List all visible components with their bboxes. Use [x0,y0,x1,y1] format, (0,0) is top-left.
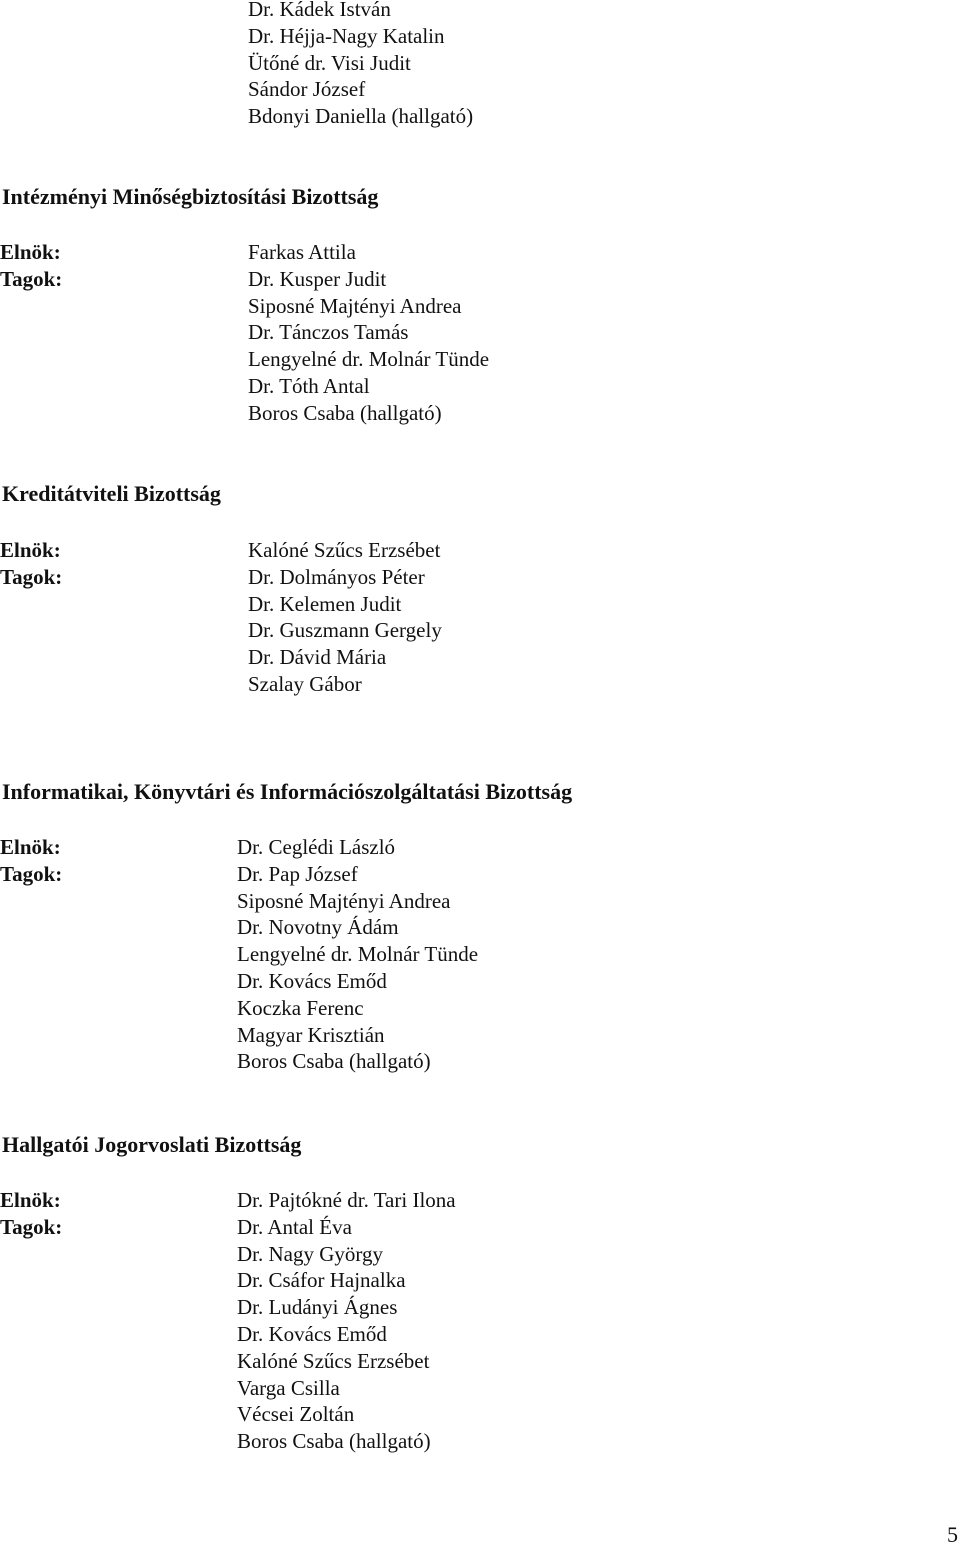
list-item: Boros Csaba (hallgató) [237,1049,431,1074]
chair-label: Elnök: [0,835,61,859]
list-item: Magyar Krisztián [237,1022,385,1047]
list-item: Dr. Pajtókné dr. Tari Ilona [237,1188,456,1212]
members-label: Tagok: [0,862,63,886]
chair-label: Elnök: [0,538,61,562]
members-label: Tagok: [0,267,63,291]
list-item: Sándor József [248,77,366,102]
committee-member-list [237,834,478,1075]
list-item: Lengyelné dr. Molnár Tünde [248,347,490,372]
list-item: Siposné Majtényi Andrea [237,888,451,913]
list-item: Dr. Pap József [237,861,358,886]
committee-member-list [248,239,489,427]
list-item: Bdonyi Daniella (hallgató) [248,104,474,129]
list-item: Dr. Ludányi Ágnes [237,1295,398,1320]
list-item: Farkas Attila [248,240,356,264]
list-item: Dr. Novotny Ádám [237,915,399,940]
list-item: Kalóné Szűcs Erzsébet [237,1348,430,1373]
committee-title: Hallgatói Jogorvoslati Bizottság [2,1132,302,1157]
committee-title: Intézményi Minőségbiztosítási Bizottság [2,184,379,209]
list-item: Dr. Kovács Emőd [237,1321,387,1346]
page-number: 5 [947,1522,958,1547]
list-item: Dr. Nagy György [237,1241,384,1266]
committee-title: Kreditátviteli Bizottság [2,481,221,506]
list-item: Boros Csaba (hallgató) [237,1429,431,1454]
list-item: Dr. Ceglédi László [237,835,396,859]
list-item: Dr. Dávid Mária [248,645,387,670]
list-item: Dr. Antal Éva [237,1214,352,1239]
list-item: Kalóné Szűcs Erzsébet [248,538,441,562]
chair-label: Elnök: [0,240,61,264]
list-item: Dr. Héjja-Nagy Katalin [248,23,445,48]
members-label: Tagok: [0,565,63,589]
list-item: Dr. Kelemen Judit [248,591,402,616]
list-item: Boros Csaba (hallgató) [248,400,442,425]
committee-member-list [237,1187,456,1455]
committee-title: Informatikai, Könyvtári és Információszolgáltatási Bizottság [2,779,573,804]
list-item: Dr. Kádek István [248,0,391,21]
list-item: Ütőné dr. Visi Judit [248,50,411,75]
list-item: Dr. Guszmann Gergely [248,618,442,643]
list-item: Dr. Tóth Antal [248,373,370,398]
list-item: Dr. Kusper Judit [248,266,387,291]
members-label: Tagok: [0,1215,63,1239]
list-item: Lengyelné dr. Molnár Tünde [237,942,479,967]
list-item: Dr. Kovács Emőd [237,968,387,993]
list-item: Varga Csilla [237,1375,340,1400]
list-item: Siposné Majtényi Andrea [248,293,462,318]
list-item: Koczka Ferenc [237,995,364,1020]
list-item: Dr. Csáfor Hajnalka [237,1268,406,1293]
list-item: Vécsei Zoltán [237,1402,355,1427]
list-item: Dr. Tánczos Tamás [248,320,409,345]
list-item: Dr. Dolmányos Péter [248,564,425,589]
chair-label: Elnök: [0,1188,61,1212]
top-member-list [248,0,473,130]
list-item: Szalay Gábor [248,671,362,696]
committee-member-list [248,537,442,698]
